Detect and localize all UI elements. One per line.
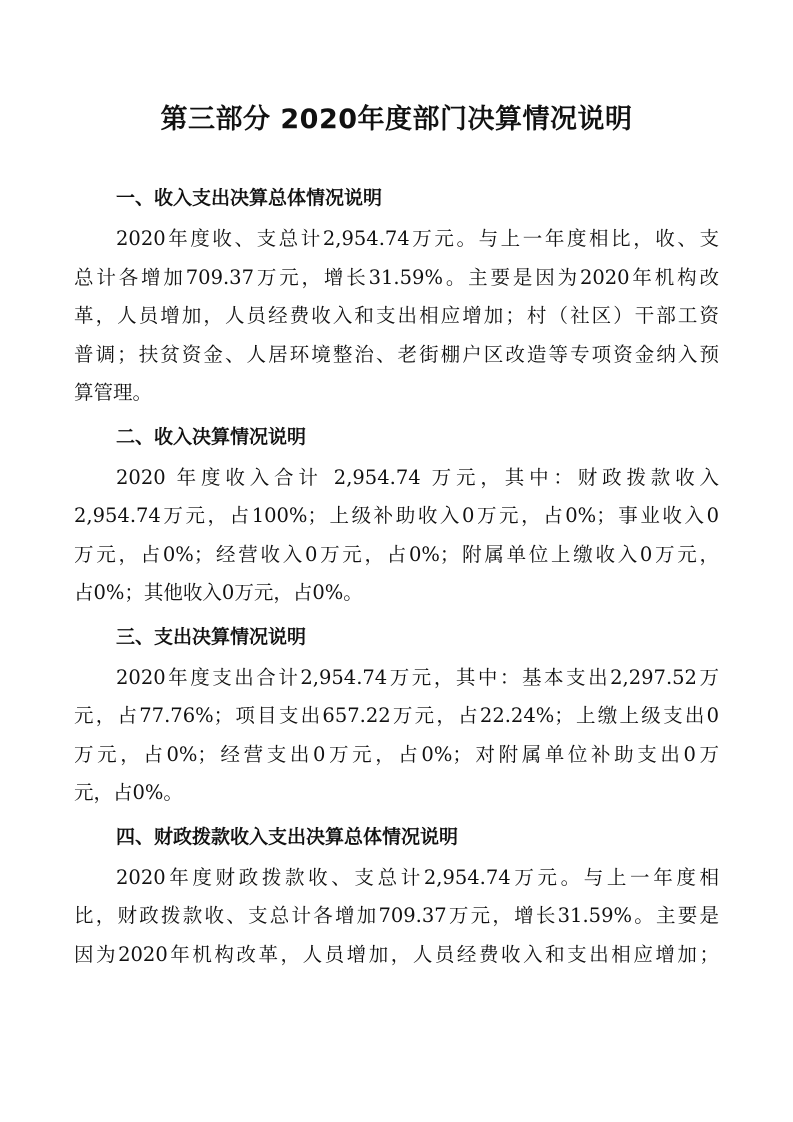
section-paragraph xyxy=(74,659,719,813)
paragraph-line: 算管理。 xyxy=(74,381,153,404)
document-body xyxy=(74,176,719,976)
section-heading: 三、支出决算情况说明 xyxy=(116,625,307,648)
page-title: 第三部分 2020年度部门决算情况说明 xyxy=(160,104,633,135)
section-paragraph xyxy=(74,459,719,613)
paragraph-line: 占0%；其他收入0万元，占0%。 xyxy=(74,581,363,604)
section-heading: 四、财政拨款收入支出决算总体情况说明 xyxy=(116,825,459,848)
paragraph-line: 万元，占0%；经营收入0万元，占0%；附属单位上缴收入0万元， xyxy=(74,542,719,566)
section-paragraph xyxy=(74,220,719,413)
paragraph-line: 总计各增加709.37万元，增长31.59%。主要是因为2020年机构改 xyxy=(74,265,719,289)
section-expenditure xyxy=(74,615,719,813)
paragraph-line: 2,954.74万元，占100%；上级补助收入0万元，占0%；事业收入0 xyxy=(74,504,719,527)
paragraph-line: 2020年度支出合计2,954.74万元，其中：基本支出2,297.52万 xyxy=(116,665,719,689)
section-fiscal-allocation xyxy=(74,815,719,975)
section-paragraph xyxy=(74,859,719,975)
section-heading: 一、收入支出决算总体情况说明 xyxy=(116,187,383,209)
paragraph-line: 革，人员增加，人员经费收入和支出相应增加；村（社区）干部工资 xyxy=(74,304,719,327)
paragraph-line: 因为2020年机构改革，人员增加，人员经费收入和支出相应增加； xyxy=(74,942,719,966)
paragraph-line: 普调；扶贫资金、人居环境整治、老街棚户区改造等专项资金纳入预 xyxy=(74,342,719,366)
paragraph-line: 元，占77.76%；项目支出657.22万元，占22.24%；上缴上级支出0 xyxy=(74,704,719,727)
paragraph-line: 2020年度收、支总计2,954.74万元。与上一年度相比，收、支 xyxy=(116,227,719,250)
paragraph-line: 万元，占0%；经营支出0万元，占0%；对附属单位补助支出0万 xyxy=(74,742,719,766)
paragraph-line: 2020 年度收入合计 2,954.74 万元，其中：财政拨款收入 xyxy=(116,465,719,489)
paragraph-line: 元，占0%。 xyxy=(74,781,183,804)
section-income xyxy=(74,415,719,613)
paragraph-line: 2020年度财政拨款收、支总计2,954.74万元。与上一年度相 xyxy=(116,865,719,889)
section-heading: 二、收入决算情况说明 xyxy=(116,425,307,448)
paragraph-line: 比，财政拨款收、支总计各增加709.37万元，增长31.59%。主要是 xyxy=(74,904,719,927)
section-overall xyxy=(74,176,719,413)
